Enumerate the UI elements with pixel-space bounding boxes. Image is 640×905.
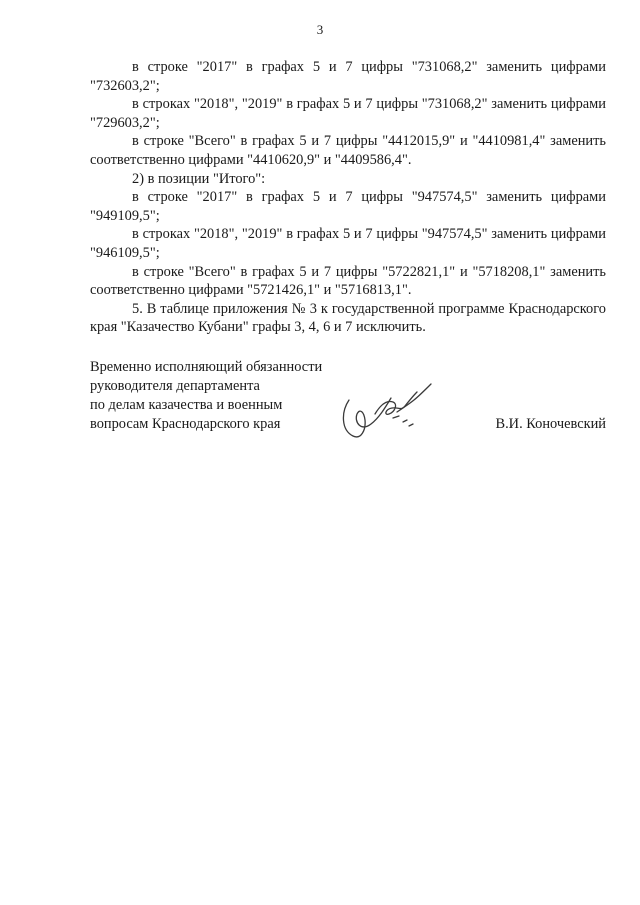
signer-position-line: руководителя департамента bbox=[90, 378, 260, 394]
signer-position bbox=[90, 358, 322, 434]
signer-position-line: по делам казачества и военным bbox=[90, 397, 283, 413]
paragraph-itogo-total-row: в строке "Всего" в графах 5 и 7 цифры "5722821,1" и "5718208,1" заменить соответственно цифрами "5721426,1" и "5716813,1". bbox=[90, 263, 606, 299]
paragraph-itogo-heading: 2) в позиции "Итого": bbox=[132, 170, 266, 187]
paragraph-2017-row: в строке "2017" в графах 5 и 7 цифры "731068,2" заменить цифрами "732603,2"; bbox=[90, 59, 606, 94]
handwritten-signature bbox=[335, 378, 440, 444]
paragraph-itogo-2017-row: в строке "2017" в графах 5 и 7 цифры "947574,5" заменить цифрами "949109,5"; bbox=[90, 189, 606, 224]
paragraph-itogo-2018-2019-rows: в строках "2018", "2019" в графах 5 и 7 цифры "947574,5" заменить цифрами "946109,5"; bbox=[90, 226, 606, 261]
signature-block bbox=[90, 358, 606, 448]
signer-name: В.И. Коночевский bbox=[495, 416, 606, 432]
paragraph-2018-2019-rows: в строках "2018", "2019" в графах 5 и 7 цифры "731068,2" заменить цифрами "729603,2"; bbox=[90, 96, 606, 131]
paragraph-item-5: 5. В таблице приложения № 3 к государственной программе Краснодарского края "Казачество Кубани" графы 3, 4, 6 и 7 исключить. bbox=[90, 300, 606, 336]
document-body bbox=[90, 58, 606, 337]
signer-position-line: вопросам Краснодарского края bbox=[90, 416, 281, 432]
paragraph-total-row: в строке "Всего" в графах 5 и 7 цифры "4412015,9" и "4410981,4" заменить соответственно цифрами "4410620,9" и "4409586,4". bbox=[90, 133, 606, 168]
page-number: 3 bbox=[316, 22, 324, 37]
signer-position-line: Временно исполняющий обязанности bbox=[90, 359, 323, 375]
